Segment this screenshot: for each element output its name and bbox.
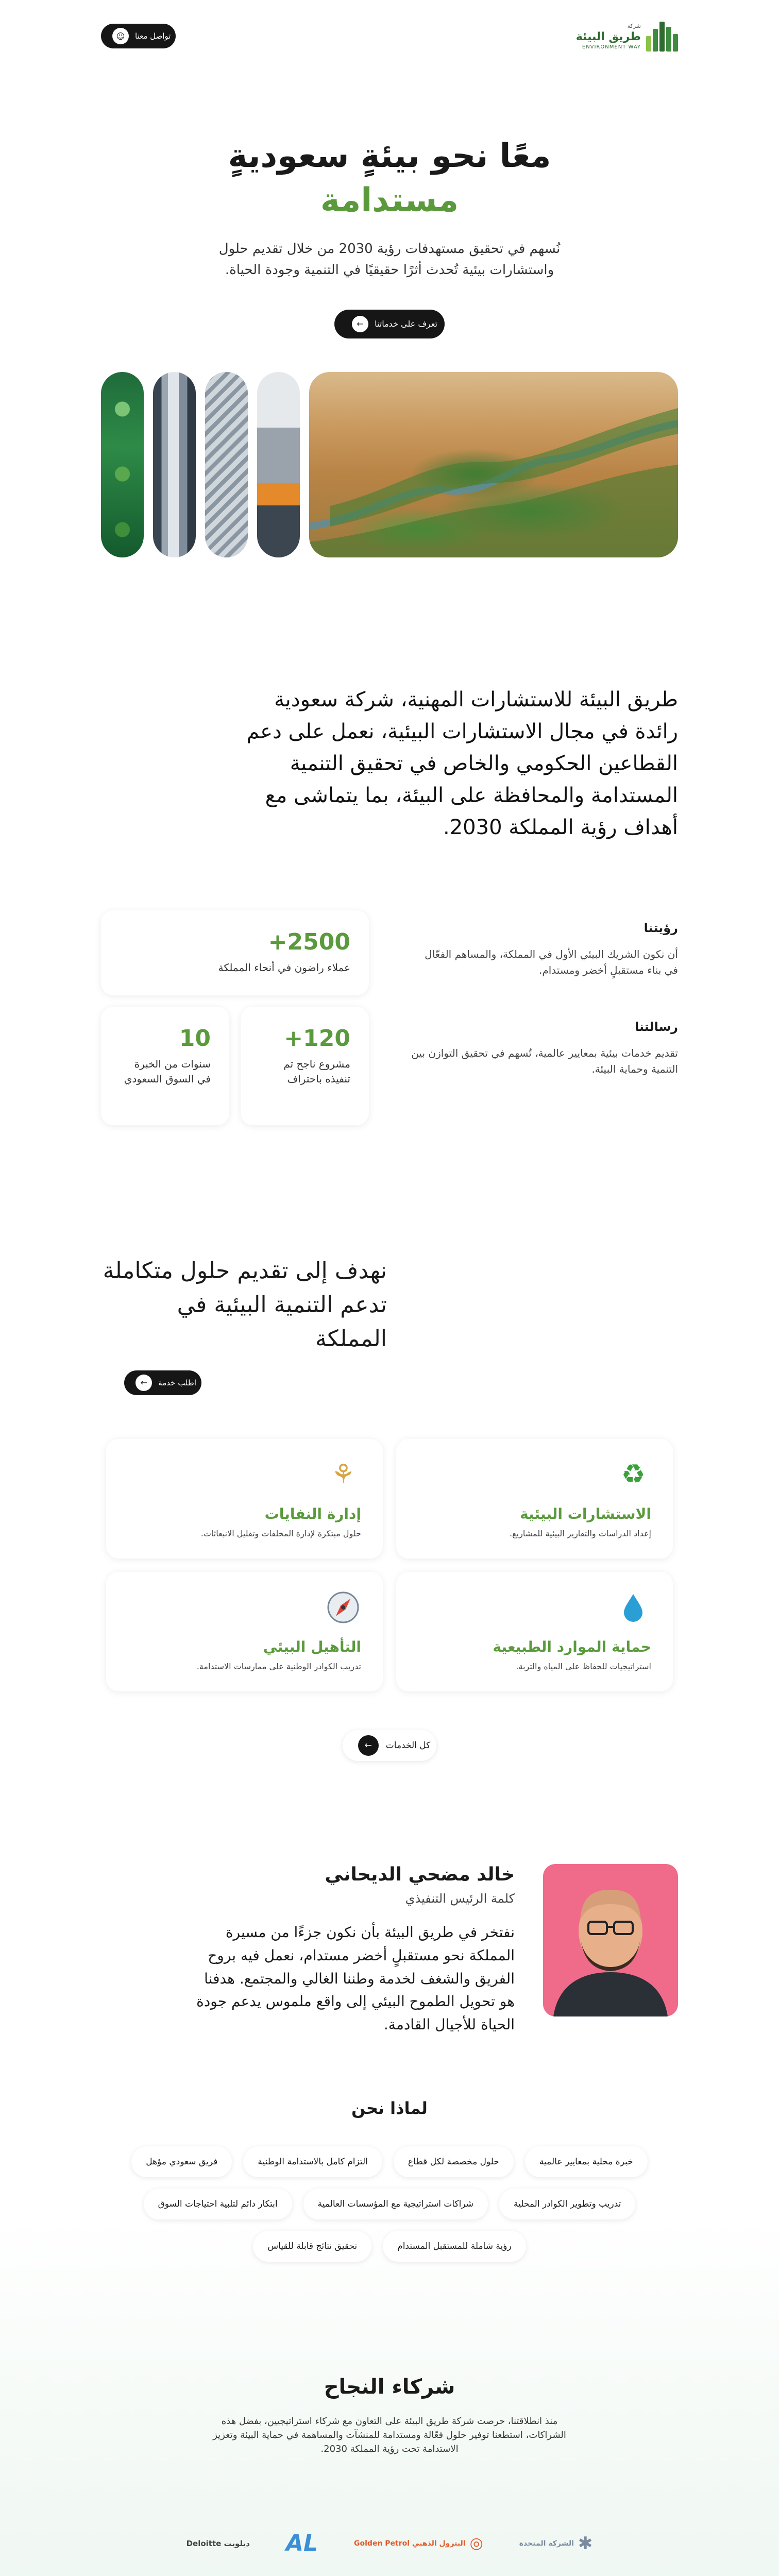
contact-button[interactable] [101,24,176,48]
service-title: الاستشارات البيئية [520,1505,651,1522]
why-chip: خبرة محلية بمعايير عالمية [525,2146,648,2177]
stat-value: 10 [179,1025,211,1052]
why-chip: رؤية شاملة للمستقبل المستدام [383,2231,526,2262]
partner-logo-golden-petrol: ◎ البترول الذهبي Golden Petrol [354,2534,483,2553]
gallery-image-factory [205,372,248,557]
stat-card-projects [241,1007,369,1125]
ceo-portrait-icon [543,1864,678,2016]
mission-text: تقديم خدمات بيئية بمعايير عالمية، تُسهم في تحقيق التوازن بين التنمية وحماية البيئة. [411,1046,678,1075]
logo[interactable] [576,21,678,52]
recycle-icon: ♻ [621,1459,646,1490]
service-card[interactable] [106,1572,383,1691]
partner-logo-deloitte: ديلويت Deloitte [186,2538,250,2548]
services-section [101,1125,678,1761]
ceo-section [101,1761,678,2037]
partner-logos [132,2523,647,2576]
arrow-left-icon: ← [358,1735,379,1756]
hero-title-line1: معًا نحو بيئةٍ سعوديةٍ [228,137,551,175]
service-title: حماية الموارد الطبيعية [493,1638,651,1655]
stat-label: سنوات من الخبرة في السوق السعودي [124,1057,211,1085]
mission-title: رسالتنا [634,1019,678,1034]
service-card[interactable] [106,1439,383,1558]
why-chip: التزام كامل بالاستدامة الوطنية [243,2146,382,2177]
services-cta-label: تعرف على خدماتنا [375,319,437,329]
hero-gallery [101,372,678,557]
why-chip: تدريب وتطوير الكوادر المحلية [499,2189,635,2219]
stats-cards [101,910,369,1125]
service-desc: تدريب الكوادر الوطنية على ممارسات الاستدامة. [196,1661,361,1671]
vision-title: رؤيتنا [643,920,678,935]
about-statement: طريق البيئة للاستشارات المهنية، شركة سعودية رائدة في مجال الاستشارات البيئية، نعمل على دعم القطاعين الحكومي والخاص في تحقيق التنمية المستدامة والمحافظة على البيئة، بما يتماشى مع أهداف رؤية المملكة 2030. [246,687,678,839]
ceo-role: كلمة الرئيس التنفيذي [405,1891,515,1906]
why-section [101,2037,678,2262]
service-card[interactable] [396,1439,673,1558]
stats-area [101,910,678,1125]
partner-mark-icon: ◎ [469,2534,483,2553]
wheat-icon: ⚘ [331,1459,355,1490]
services-grid [106,1439,673,1691]
partner-mark-icon: ✱ [578,2533,593,2554]
services-heading: نهدف إلى تقديم حلول متكاملة تدعم التنمية البيئية في المملكة [103,1257,387,1352]
stat-card-clients [101,910,369,995]
stat-label: مشروع ناجح تم تنفيذه باحتراف [283,1057,350,1085]
why-chip: فريق سعودي مؤهل [131,2146,232,2177]
partners-section [101,2262,678,2576]
stat-label: عملاء راضون في أنحاء المملكة [218,961,350,974]
partners-text: منذ انطلاقتنا، حرصت شركة طريق البيئة على التعاون مع شركاء استراتيجيين، بفضل هذه الشراكات، استطعنا توفير حلول فعّالة ومستدامة للمنشآت والمساهمة في حماية البيئة وتعزيز الاستدامة تحت رؤية المملكة 2030. [213,2415,566,2454]
hero-title [101,134,678,223]
vision-text: أن نكون الشريك البيئي الأول في المملكة، والمساهم الفعّال في بناء مستقبلٍ أخضر ومستدام. [425,947,678,976]
partner-logo-al: AL [285,2530,318,2557]
why-chip: شراكات استراتيجية مع المؤسسات العالمية [303,2189,488,2219]
logo-english: ENVIRONMENT WAY [582,44,641,50]
gallery-image-plant [153,372,196,557]
services-cta-button[interactable] [334,310,445,338]
logo-arabic: طريق البيئة [575,30,641,43]
all-services-button[interactable] [343,1730,436,1761]
site-header [101,0,678,72]
service-desc: استراتيجيات للحفاظ على المياه والتربة. [516,1661,651,1671]
hero-title-line2: مستدامة [320,181,459,220]
service-desc: إعداد الدراسات والتقارير البيئية للمشاريع. [510,1528,651,1538]
gallery-image-oasis [309,372,678,557]
ceo-name: خالد مضحي الديحاني [325,1863,515,1885]
stat-value: +2500 [268,928,350,955]
partner-logo-united: ✱ الشركة المتحدة [519,2533,593,2554]
request-service-label: اطلب خدمة [158,1378,196,1387]
why-chip: حلول مخصصة لكل قطاع [394,2146,514,2177]
gallery-image-workers [257,372,300,557]
service-title: إدارة النفايات [264,1505,361,1522]
service-desc: حلول مبتكرة لإدارة المخلفات وتقليل الانبعاثات. [200,1528,361,1538]
compass-icon [325,1589,361,1625]
gallery-image-farm [101,372,144,557]
chat-icon: ☺ [112,28,129,44]
service-card[interactable] [396,1572,673,1691]
why-chips [111,2146,668,2262]
vision-mission [384,910,678,1125]
all-services-label: كل الخدمات [385,1740,431,1751]
why-chip: ابتكار دائم لتلبية احتياجات السوق [144,2189,292,2219]
logo-bars-icon [646,21,678,52]
stat-value: +120 [284,1025,350,1052]
oasis-river-icon [309,372,678,557]
hero-subtitle: نُسهم في تحقيق مستهدفات رؤية 2030 من خلال تقديم حلول واستشارات بيئية تُحدث أثرًا حقيقيًا في التنمية وجودة الحياة. [218,241,561,278]
arrow-left-icon: ← [136,1375,152,1391]
logo-small: شركة [627,22,641,29]
why-chip: تحقيق نتائج قابلة للقياس [253,2231,371,2262]
contact-label: تواصل معنا [135,31,171,41]
stat-card-years [101,1007,229,1125]
service-title: التأهيل البيئي [263,1638,361,1655]
droplet-icon [615,1589,651,1625]
arrow-left-icon: ← [352,316,368,332]
ceo-photo [543,1864,678,2016]
request-service-button[interactable] [124,1370,201,1395]
why-heading: لماذا نحن [351,2098,428,2118]
partners-heading: شركاء النجاح [324,2375,455,2399]
about-section [101,557,678,1125]
hero-section [101,72,678,557]
ceo-message: نفتخر في طريق البيئة بأن نكون جزءًا من مسيرة المملكة نحو مستقبلٍ أخضر مستدام، نعمل فيه بروح الفريق والشغف لخدمة وطننا الغالي والمجتمع. هدفنا هو تحويل الطموح البيئي إلى واقع ملموس يدعم جودة الحياة للأجيال القادمة. [196,1923,515,2033]
